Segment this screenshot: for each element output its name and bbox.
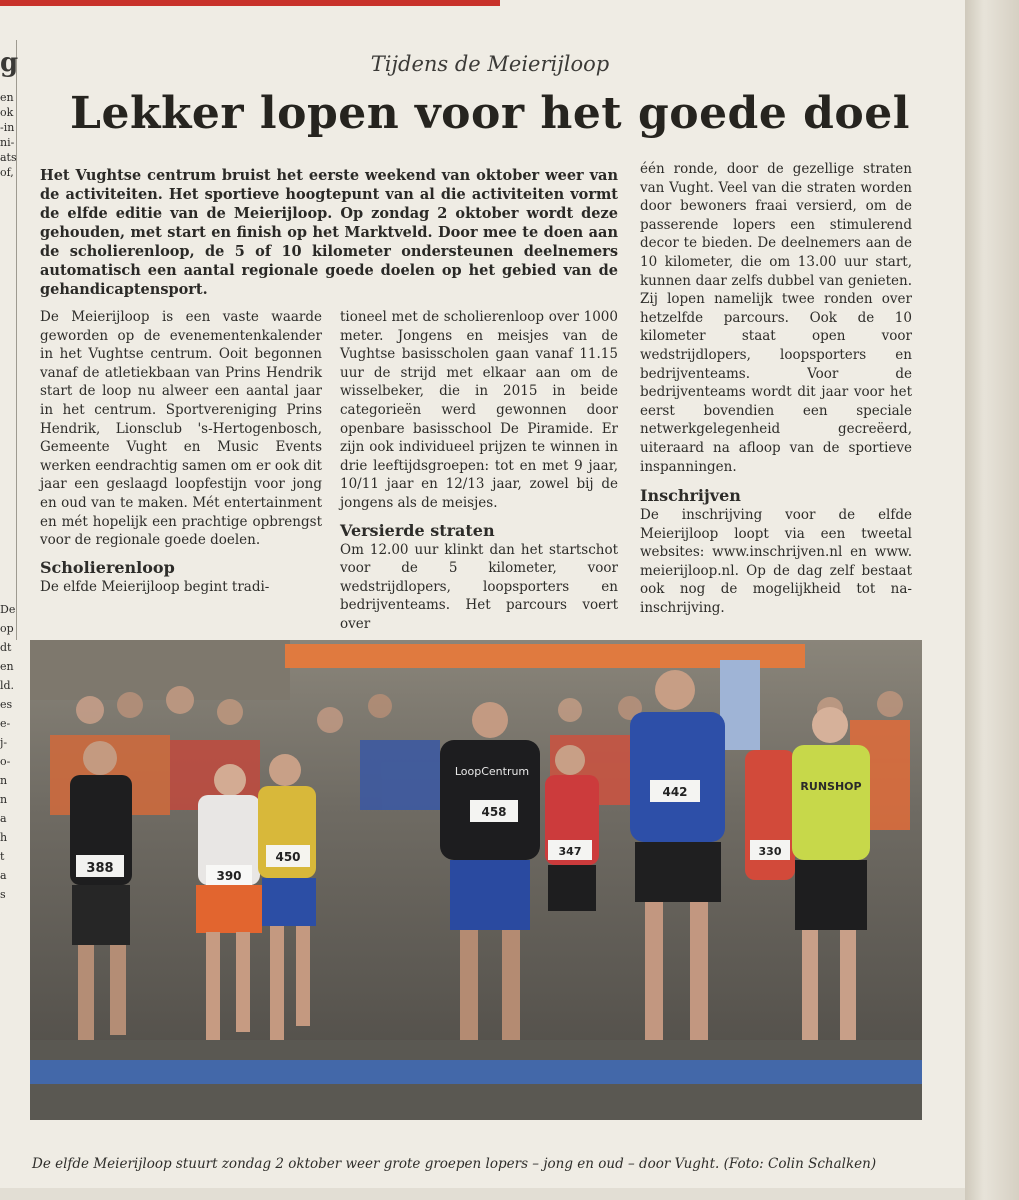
text-fragment: ld. xyxy=(0,679,15,692)
article-intro: Het Vughtse centrum bruist het eerste weekend van oktober weer van de activiteiten. Het sportieve hoogtepunt van al die activiteiten vormt de elfde editie van de Meierijloop. Op zondag 2 oktober wordt deze gehouden, met start en finish op het Marktveld. Door mee te doen aan de scholierenloop, de 5 of 10 kilometer ondersteunen deelnemers automatisch een aantal regionale goede doelen op het gebied van de gehandicaptensport. xyxy=(40,167,618,298)
article-column-1 xyxy=(40,308,322,596)
top-red-rule xyxy=(0,0,500,6)
text-fragment: a xyxy=(0,869,7,882)
shirt-logo: LoopCentrum xyxy=(454,765,530,778)
article-column-2 xyxy=(340,308,618,634)
bib-number: 347 xyxy=(558,845,582,858)
text-fragment: en xyxy=(0,660,14,673)
bib-number: 458 xyxy=(481,805,507,819)
previous-article-fragments-bottom xyxy=(0,600,24,904)
text-fragment: dt xyxy=(0,641,12,654)
text-fragment: h xyxy=(0,831,8,844)
previous-headline-fragment: g xyxy=(0,48,19,78)
paragraph: tioneel met de scholierenloop over 1000 meter. Jongens en meisjes van de Vughtse basisscholen gaan vanaf 11.15 uur de strijd met elkaar aan om de wisselbeker, die in 2015 in beide categorieën werd gewonnen door openbare basisschool De Piramide. Er zijn ook individueel prijzen te winnen in drie leeftijdsgroepen: tot en met 9 jaar, 10/11 jaar en 12/13 jaar, zowel bij de jongens als de meisjes. xyxy=(340,309,618,511)
text-fragment: op xyxy=(0,622,14,635)
text-fragment: ats xyxy=(0,151,17,164)
bib-number: 330 xyxy=(758,845,782,858)
text-fragment: a xyxy=(0,812,7,825)
text-fragment: o- xyxy=(0,755,11,768)
shirt-logo: RUNSHOP xyxy=(800,780,862,793)
bib-number: 442 xyxy=(662,785,688,799)
text-fragment: en xyxy=(0,91,14,104)
article-column-3 xyxy=(640,160,912,618)
text-fragment: ni- xyxy=(0,136,15,149)
runners-photo xyxy=(30,640,922,1120)
adjacent-page-edge xyxy=(965,0,1019,1200)
subheading-versierde-straten: Versierde straten xyxy=(340,520,495,540)
subheading-inschrijven: Inschrijven xyxy=(640,486,741,506)
text-fragment: n xyxy=(0,793,8,806)
text-fragment: De xyxy=(0,603,16,616)
page-edge xyxy=(0,1188,965,1200)
bib-number: 450 xyxy=(275,850,301,864)
text-fragment: t xyxy=(0,850,5,863)
text-fragment: e- xyxy=(0,717,11,730)
text-fragment: es xyxy=(0,698,13,711)
article-kicker: Tijdens de Meierijloop xyxy=(370,52,610,76)
article-headline: Lekker lopen voor het goede doel xyxy=(70,88,910,139)
text-fragment: j- xyxy=(0,736,8,749)
text-fragment: of, xyxy=(0,166,14,179)
paragraph: één ronde, door de gezellige straten van Vught. Veel van die straten worden door bewoners fraai versierd, om de passerende lopers een stimulerend decor te bieden. De deelnemers aan de 10 kilometer, die om 13.00 uur start, kunnen daar zelfs dubbel van genieten. Zij lopen namelijk twee ronden over hetzelfde parcours. Ook de 10 kilometer staat open voor wedstrijdlopers, loopsporters en bedrijventeams. Voor de bedrijventeams wordt dit jaar voor het eerst bovendien een speciale netwerkgelegenheid gecreëerd, uiteraard na afloop van de sportieve inspanningen. xyxy=(640,161,912,475)
paragraph: De inschrijving voor de elfde Meierijloop loopt via een tweetal websites: www.inschrijven.nl en www. meierijloop.nl. Op de dag zelf bestaat ook nog de mogelijkheid tot na-inschrijving. xyxy=(640,507,912,617)
bib-number: 390 xyxy=(216,869,242,883)
text-fragment: s xyxy=(0,888,6,901)
previous-article-fragments-top xyxy=(0,90,24,180)
photo-caption: De elfde Meierijloop stuurt zondag 2 oktober weer grote groepen lopers – jong en oud – door Vught. (Foto: Colin Schalken) xyxy=(32,1156,877,1172)
runners-illustration xyxy=(30,640,922,1120)
paragraph: Om 12.00 uur klinkt dan het startschot voor de 5 kilometer, voor wedstrijdlopers, loopsporters en bedrijventeams. Het parcours voert over xyxy=(340,541,618,632)
subheading-scholierenloop: Scholierenloop xyxy=(40,557,175,577)
text-fragment: -in xyxy=(0,121,15,134)
text-fragment: n xyxy=(0,774,8,787)
text-fragment: ok xyxy=(0,106,14,119)
paragraph: De elfde Meierijloop begint tradi- xyxy=(40,578,270,595)
bib-number: 388 xyxy=(86,861,114,876)
paragraph: De Meierijloop is een vaste waarde geworden op de evenementenkalender in het Vughtse centrum. Ooit begonnen vanaf de atletiekbaan van Prins Hendrik start de loop nu alweer een aantal jaar in het centrum. Sportvereniging Prins Hendrik, Lionsclub 's-Hertogenbosch, Gemeente Vught en Music Events werken eendrachtig samen om er ook dit jaar een geslaagd loopfestijn voor jong en oud van te maken. Mét entertainment en mét hopelijk een prachtige opbrengst voor de regionale goede doelen. xyxy=(40,309,322,549)
